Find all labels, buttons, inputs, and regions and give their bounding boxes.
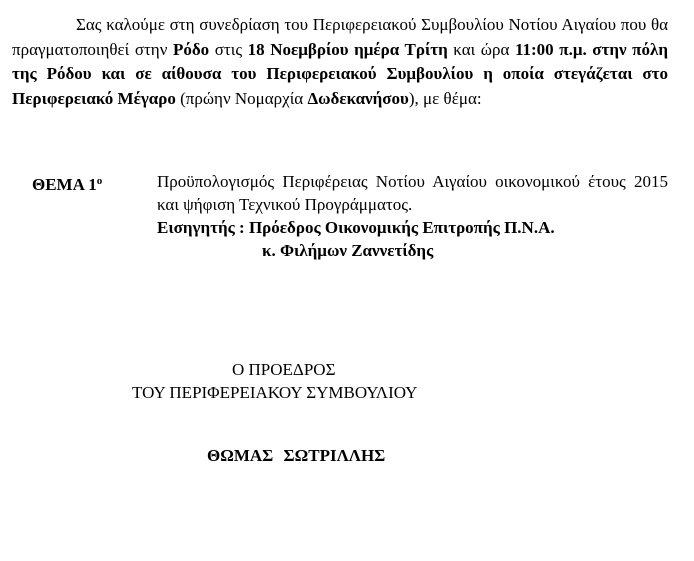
invitation-text-former: (πρώην Νομαρχία [175, 88, 308, 108]
invitation-text-time: και ώρα [447, 39, 515, 59]
rapporteur-name: κ. Φιλήμων Ζαννετίδης [262, 241, 434, 260]
topic-ordinal: ο [96, 175, 103, 187]
topic-label [32, 170, 102, 196]
signature-title-line1: Ο ΠΡΟΕΔΡΟΣ [232, 360, 336, 379]
topic-description: Προϋπολογισμός Περιφέρειας Νοτίου Αιγαίου οικονομικού έτους 2015 και ψήφιση Τεχνικού Προγράμματος. [157, 172, 668, 214]
invitation-text-intro: Σας καλούμε στη συνεδρίαση του Περιφερειακού Συμβουλίου Νοτίου Αιγαίου που θα πραγματοποιηθεί στην [12, 15, 668, 59]
invitation-text-subject: ), με θέμα: [408, 88, 482, 108]
former-prefecture: Δωδεκανήσου [307, 88, 409, 108]
signature-name: ΘΩΜΑΣ ΣΩΤΡΙΛΛΗΣ [207, 446, 386, 465]
meeting-date: 18 Νοεμβρίου ημέρα Τρίτη [247, 39, 448, 59]
invitation-text-on: στις [209, 39, 248, 59]
signature-title-line2: ΤΟΥ ΠΕΡΙΦΕΡΕΙΑΚΟΥ ΣΥΜΒΟΥΛΙΟΥ [132, 383, 418, 402]
meeting-place: Ρόδο [172, 39, 210, 59]
invitation-paragraph [12, 13, 668, 111]
rapporteur: Εισηγητής : Πρόεδρος Οικονομικής Επιτροπής Π.Ν.Α. [157, 218, 555, 237]
topic-number: ΘΕΜΑ 1 [32, 175, 97, 194]
meeting-time-location: 11:00 π.μ. στην πόλη της Ρόδου και σε αίθουσα του Περιφερειακού Συμβουλίου η οποία στεγάζεται στο Περιφερειακό Μέγαρο [12, 39, 669, 108]
